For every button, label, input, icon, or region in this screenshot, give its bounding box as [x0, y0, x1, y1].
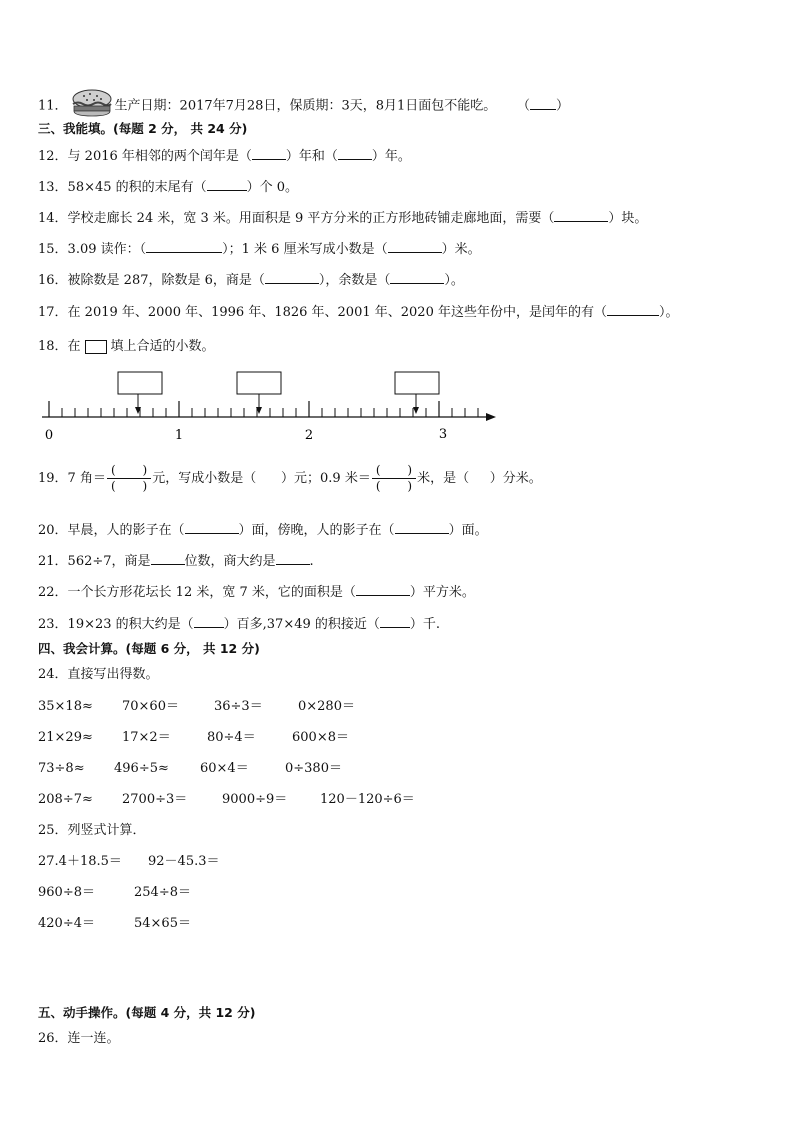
oral-item: 35×18≈: [38, 699, 93, 714]
question-19: 19．7 角＝ $\frac{( )}{( )}$ 元，写成小数是（ ）元；0.9 米＝ $\frac{( )}{( )}$ 米，是（ ）分米。: [38, 463, 542, 493]
vertical-item: 54×65＝: [134, 916, 191, 931]
question-17: 17．在 2019 年、2000 年、1996 年、1826 年、2001 年、2020 年这些年份中，是闰年的有（ ）。: [38, 302, 679, 322]
question-23: 23．19×23 的积大约是（ ）百多,37×49 的积接近（ ）千.: [38, 614, 440, 634]
answer-box-1[interactable]: [118, 372, 162, 394]
answer-blank[interactable]: [207, 177, 247, 191]
answer-blank[interactable]: [356, 582, 410, 596]
tick-label-3: 3: [438, 427, 448, 442]
fraction-blank[interactable]: $\frac{( )}{( )}$: [107, 463, 151, 494]
answer-blank[interactable]: [395, 520, 449, 534]
oral-item: 60×4＝: [200, 761, 249, 776]
oral-item: 600×8＝: [292, 730, 349, 745]
question-20: 20．早晨，人的影子在（ ）面，傍晚，人的影子在（ ）面。: [38, 520, 488, 540]
fraction-blank[interactable]: $\frac{( )}{( )}$: [372, 463, 416, 494]
question-25: 25．列竖式计算．: [38, 823, 146, 838]
oral-item: 21×29≈: [38, 730, 93, 745]
vertical-item: 420÷4＝: [38, 916, 95, 931]
vertical-item: 27.4＋18.5＝: [38, 854, 122, 869]
oral-item: 80÷4＝: [207, 730, 256, 745]
tick-label-2: 2: [304, 428, 314, 443]
question-16: 16．被除数是 287，除数是 6，商是（ ），余数是（ ）。: [38, 270, 464, 290]
section-4-heading: 四、我会计算。(每题 6 分， 共 12 分): [38, 641, 260, 656]
question-13: 13．58×45 的积的末尾有（ ）个 0。: [38, 177, 298, 197]
oral-item: 9000÷9＝: [222, 792, 288, 807]
question-22: 22．一个长方形花坛长 12 米，宽 7 米，它的面积是（ ）平方米。: [38, 582, 475, 602]
oral-item: 120－120÷6＝: [320, 792, 415, 807]
answer-blank[interactable]: [390, 270, 444, 284]
oral-item: 17×2＝: [122, 730, 171, 745]
answer-blank[interactable]: [338, 146, 372, 160]
answer-blank[interactable]: [252, 146, 286, 160]
oral-item: 0×280＝: [298, 699, 355, 714]
vertical-item: 254÷8＝: [134, 885, 191, 900]
question-15: 15．3.09 读作：（ ）；1 米 6 厘米写成小数是（ ）米。: [38, 239, 481, 259]
box-symbol: [85, 340, 107, 354]
question-26: 26．连一连。: [38, 1031, 120, 1046]
answer-blank[interactable]: [607, 302, 659, 316]
vertical-item: 92－45.3＝: [148, 854, 220, 869]
tick-label-0: 0: [44, 428, 54, 443]
answer-blank[interactable]: [276, 551, 310, 565]
section-3-heading: 三、我能填。(每题 2 分， 共 24 分): [38, 121, 248, 136]
number-line-ticks: [49, 401, 478, 417]
answer-blank[interactable]: [265, 270, 319, 284]
number-line: [38, 368, 508, 446]
vertical-item: 960÷8＝: [38, 885, 95, 900]
question-21: 21．562÷7，商是 位数，商大约是 .: [38, 551, 314, 571]
oral-item: 36÷3＝: [214, 699, 263, 714]
question-number: 11．: [38, 98, 68, 114]
answer-blank[interactable]: [146, 239, 222, 253]
oral-item: 496÷5≈: [114, 761, 169, 776]
answer-blank[interactable]: [185, 520, 239, 534]
answer-box-2[interactable]: [237, 372, 281, 394]
question-24: 24．直接写出得数。: [38, 667, 159, 682]
oral-item: 0÷380＝: [285, 761, 342, 776]
question-14: 14．学校走廊长 24 米，宽 3 米。用面积是 9 平方分米的正方形地砖铺走廊地面，需要（ ）块。: [38, 208, 647, 228]
answer-blank[interactable]: [151, 551, 185, 565]
answer-box-3[interactable]: [395, 372, 439, 394]
answer-blank[interactable]: [530, 96, 556, 110]
answer-blank[interactable]: [194, 614, 224, 628]
bread-icon: [70, 88, 114, 124]
question-18: 18．在 填上合适的小数。: [38, 339, 215, 354]
answer-blank[interactable]: [380, 614, 410, 628]
oral-item: 208÷7≈: [38, 792, 93, 807]
question-12: 12．与 2016 年相邻的两个闰年是（ ）年和（ ）年。: [38, 146, 411, 166]
question-11: 11． 生产日期：2017年7月28日，保质期：3天，8月1日面包不能吃。 （ ）: [38, 88, 569, 124]
oral-item: 73÷8≈: [38, 761, 85, 776]
tick-label-1: 1: [174, 428, 184, 443]
answer-blank[interactable]: [554, 208, 608, 222]
answer-blank[interactable]: [388, 239, 442, 253]
section-5-heading: 五、动手操作。(每题 4 分，共 12 分): [38, 1005, 256, 1020]
oral-item: 70×60＝: [122, 699, 179, 714]
oral-item: 2700÷3＝: [122, 792, 188, 807]
